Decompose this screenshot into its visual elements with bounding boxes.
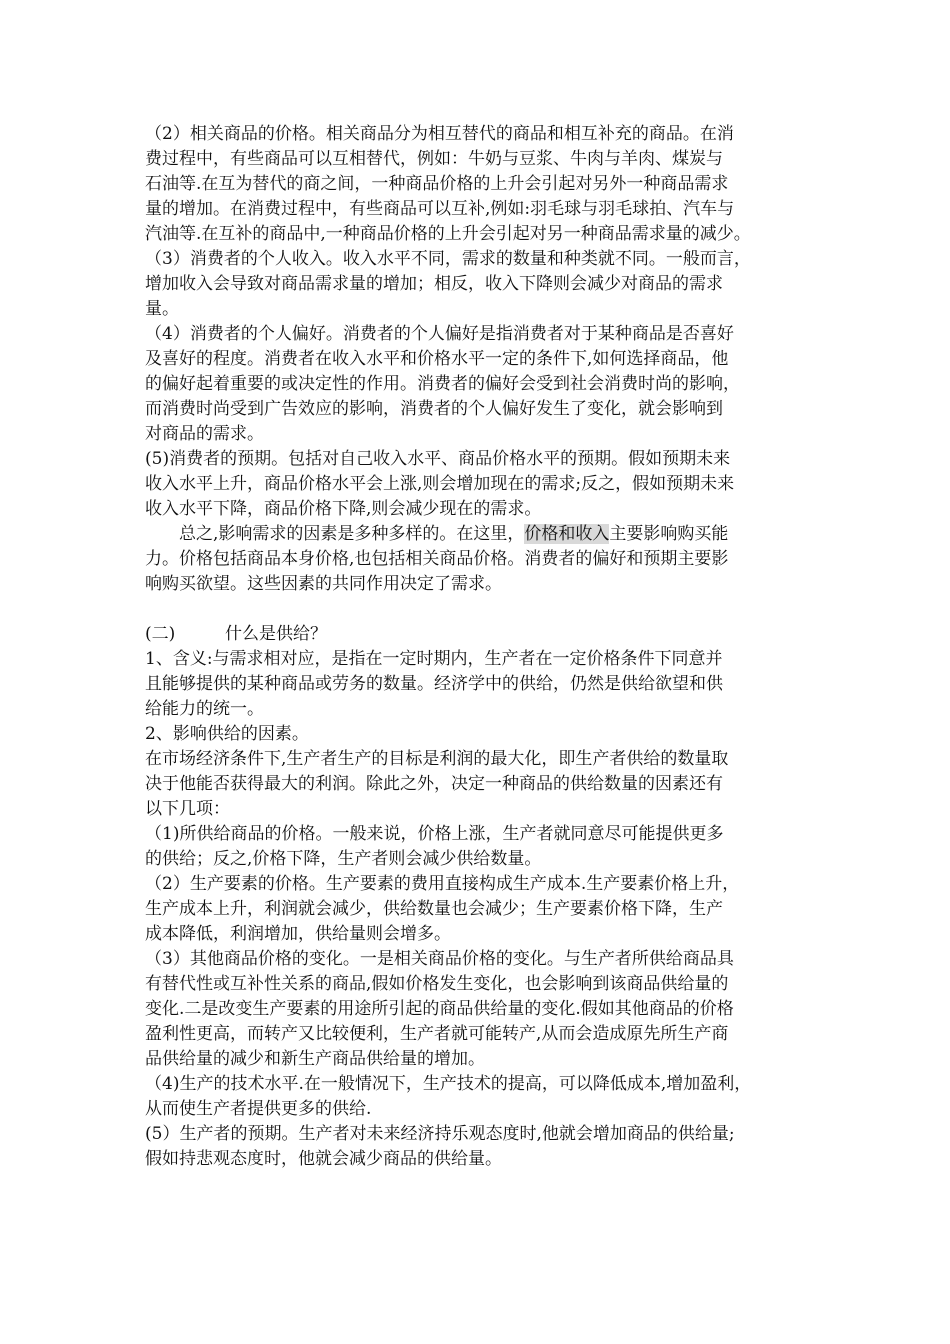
text-line: （4)生产的技术水平.在一般情况下，生产技术的提高，可以降低成本,增加盈利，	[145, 1074, 752, 1094]
text-line: 有替代性或互补性关系的商品,假如价格发生变化，也会影响到该商品供给量的	[145, 974, 729, 994]
paragraph-supply-meaning	[145, 647, 825, 722]
text-line: 的供给；反之,价格下降，生产者则会减少供给数量。	[145, 849, 542, 869]
text-line: 成本降低，利润增加，供给量则会增多。	[145, 924, 451, 944]
text-line: 增加收入会导致对商品需求量的增加；相反，收入下降则会减少对商品的需求	[145, 274, 723, 294]
text-line: （1)所供给商品的价格。一般来说，价格上涨，生产者就同意尽可能提供更多	[145, 824, 724, 844]
text-line: （2）生产要素的价格。生产要素的费用直接构成生产成本.生产要素价格上升，	[145, 874, 740, 894]
text-line: 对商品的需求。	[145, 424, 264, 444]
text-line: 在市场经济条件下,生产者生产的目标是利润的最大化，即生产者供给的数量取	[145, 749, 729, 769]
text-line: 而消费时尚受到广告效应的影响，消费者的个人偏好发生了变化，就会影响到	[145, 399, 723, 419]
paragraph-consumer-income	[145, 247, 825, 322]
text-line: 以下几项：	[145, 799, 230, 819]
text-line: 的偏好起着重要的或决定性的作用。消费者的偏好会受到社会消费时尚的影响，	[145, 374, 740, 394]
paragraph-summary	[145, 522, 825, 597]
text-line: （2）相关商品的价格。相关商品分为相互替代的商品和相互补充的商品。在消	[145, 124, 734, 144]
text-line: （3）消费者的个人收入。收入水平不同，需求的数量和种类就不同。一般而言，	[145, 249, 751, 269]
text-line: （4）消费者的个人偏好。消费者的个人偏好是指消费者对于某种商品是否喜好	[145, 324, 734, 344]
text-line: 且能够提供的某种商品或劳务的数量。经济学中的供给，仍然是供给欲望和供	[145, 674, 723, 694]
paragraph-technology	[145, 1072, 825, 1122]
paragraph-supply-factors-intro	[145, 747, 825, 822]
paragraph-other-goods-price	[145, 947, 825, 1072]
text-line: 收入水平上升，商品价格水平会上涨,则会增加现在的需求;反之，假如预期未来	[145, 474, 735, 494]
text-line: 1、含义:与需求相对应，是指在一定时期内，生产者在一定价格条件下同意并	[145, 649, 723, 669]
highlighted-text: 价格和收入	[524, 524, 610, 544]
text-line: 品供给量的减少和新生产商品供给量的增加。	[145, 1049, 485, 1069]
summary-text: 主要影响购买能	[609, 524, 729, 544]
paragraph-supply-price	[145, 822, 825, 872]
paragraph-consumer-expectation	[145, 447, 825, 522]
paragraph-producer-expectation	[145, 1122, 825, 1172]
text-line: 及喜好的程度。消费者在收入水平和价格水平一定的条件下,如何选择商品，他	[145, 349, 729, 369]
text-line: 量的增加。在消费过程中，有些商品可以互补,例如:羽毛球与羽毛球拍、汽车与	[145, 199, 735, 219]
text-line: 石油等.在互为替代的商之间，一种商品价格的上升会引起对另外一种商品需求	[145, 174, 729, 194]
text-line: （3）其他商品价格的变化。一是相关商品价格的变化。与生产者所供给商品具	[145, 949, 734, 969]
text-line: 从而使生产者提供更多的供给.	[145, 1099, 372, 1119]
text-line: 汽油等.在互补的商品中,一种商品价格的上升会引起对另一种商品需求量的减少。	[145, 224, 751, 244]
text-line: (5）生产者的预期。生产者对未来经济持乐观态度时,他就会增加商品的供给量;	[145, 1124, 735, 1144]
text-line: 给能力的统一。	[145, 699, 264, 719]
text-line: 生产成本上升，利润就会减少，供给数量也会减少；生产要素价格下降，生产	[145, 899, 723, 919]
text-line: 响购买欲望。这些因素的共同作用决定了需求。	[145, 574, 502, 594]
paragraph-consumer-preference	[145, 322, 825, 447]
section-heading-supply	[145, 622, 825, 647]
text-line: 力。价格包括商品本身价格,也包括相关商品价格。消费者的偏好和预期主要影	[145, 549, 729, 569]
text-line: 假如持悲观态度时，他就会减少商品的供给量。	[145, 1149, 502, 1169]
paragraph-related-goods-price	[145, 122, 825, 247]
text-line: 决于他能否获得最大的利润。除此之外，决定一种商品的供给数量的因素还有	[145, 774, 723, 794]
text-line: 盈利性更高，而转产又比较便利，生产者就可能转产,从而会造成原先所生产商	[145, 1024, 729, 1044]
text-line: 2、影响供给的因素。	[145, 724, 309, 744]
document-page	[145, 122, 825, 1172]
text-line: (5)消费者的预期。包括对自己收入水平、商品价格水平的预期。假如预期未来	[145, 449, 731, 469]
text-line: 收入水平下降，商品价格下降,则会减少现在的需求。	[145, 499, 542, 519]
heading-number: (二)	[145, 624, 176, 644]
paragraph-supply-factors-title	[145, 722, 825, 747]
summary-first-line	[145, 522, 825, 547]
heading-line	[145, 622, 825, 647]
summary-text: 总之,影响需求的因素是多种多样的。在这里，	[179, 524, 525, 544]
text-line: 量。	[145, 299, 179, 319]
heading-text: 什么是供给？	[225, 624, 327, 644]
text-line: 费过程中，有些商品可以互相替代，例如：牛奶与豆浆、牛肉与羊肉、煤炭与	[145, 149, 723, 169]
paragraph-input-prices	[145, 872, 825, 947]
text-line: 变化.二是改变生产要素的用途所引起的商品供给量的变化.假如其他商品的价格	[145, 999, 734, 1019]
blank-line	[145, 597, 825, 622]
